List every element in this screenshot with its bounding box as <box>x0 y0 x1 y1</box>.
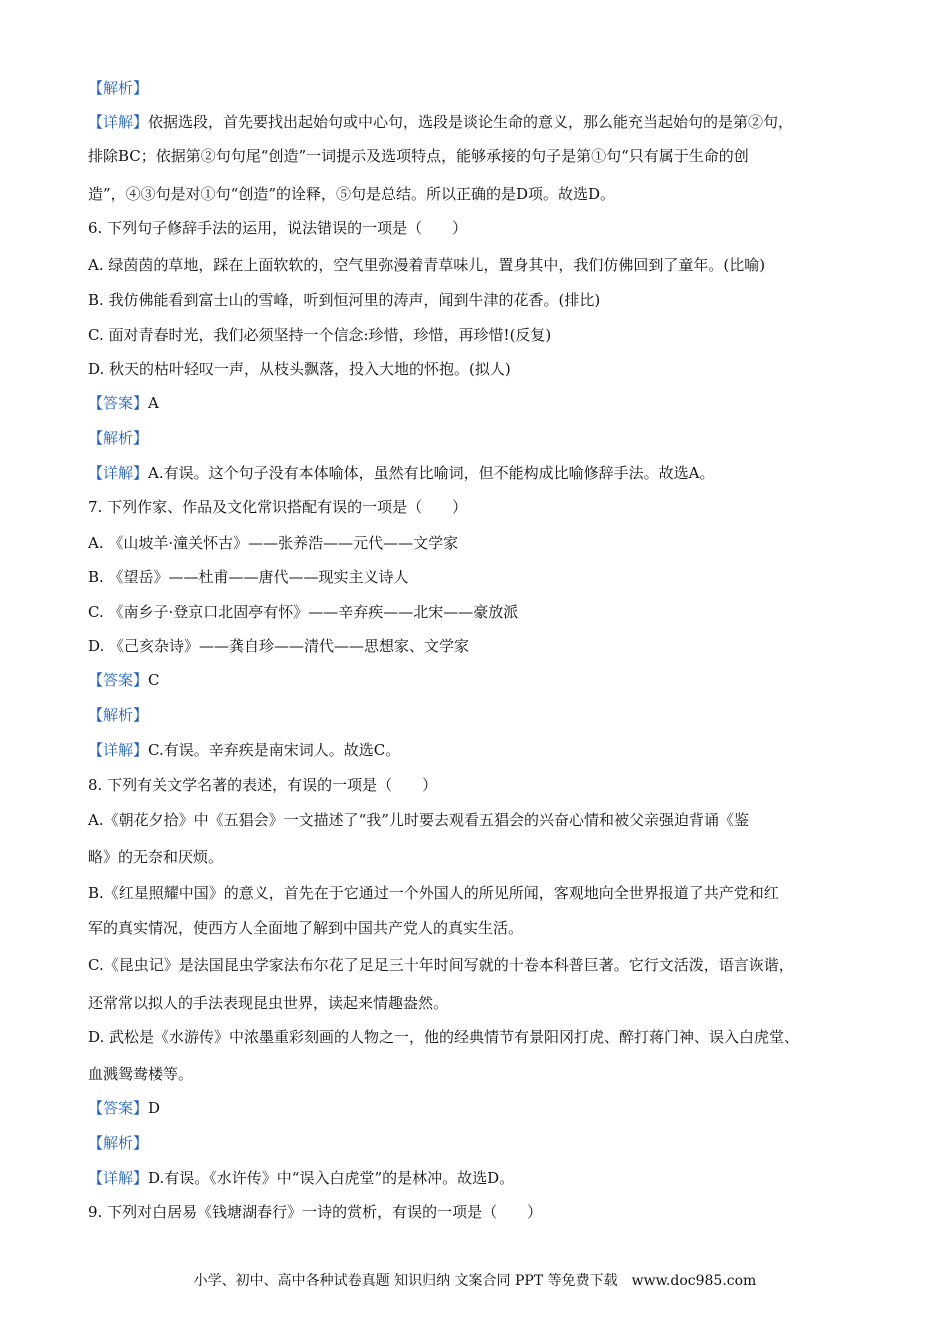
section-tag: 【详解】 <box>88 1169 149 1187</box>
section-tag: 【解析】 <box>88 706 149 724</box>
text-line <box>88 255 765 275</box>
line-text: B. 我仿佛能看到富士山的雪峰，听到恒河里的涛声，闻到牛津的花香。(排比) <box>88 291 601 309</box>
text-line <box>88 533 458 553</box>
line-text: D. 秋天的枯叶轻叹一声，从枝头飘落，投入大地的怀抱。(拟人) <box>88 360 511 378</box>
line-text: 还常常以拟人的手法表现昆虫世界，读起来情趣盎然。 <box>88 994 449 1012</box>
line-text: B.《红星照耀中国》的意义，首先在于它通过一个外国人的所见所闻，客观地向全世界报道了共产党和红 <box>88 884 779 902</box>
text-line <box>88 146 749 166</box>
section-tag: 【解析】 <box>88 429 149 447</box>
line-text: 7. 下列作家、作品及文化常识搭配有误的一项是（ ） <box>88 498 468 516</box>
text-line <box>88 705 148 725</box>
section-tag: 【解析】 <box>88 1134 149 1152</box>
line-text: D. 《己亥杂诗》——龚自珍——清代——思想家、文学家 <box>88 637 470 655</box>
line-text: 9. 下列对白居易《钱塘湖春行》一诗的赏析，有误的一项是（ ） <box>88 1203 543 1221</box>
text-line <box>88 567 409 587</box>
section-tag: 【答案】 <box>88 671 149 689</box>
page-footer: 小学、初中、高中各种试卷真题 知识归纳 文案合同 PPT 等免费下载 www.doc985.com <box>193 1273 757 1289</box>
section-tag: 【详解】 <box>88 113 149 131</box>
text-line <box>88 740 400 760</box>
line-text: 依据选段，首先要找出起始句或中心句，选段是谈论生命的意义，那么能充当起始句的是第②句， <box>148 113 794 131</box>
section-tag: 【答案】 <box>88 1099 149 1117</box>
line-text: A. 绿茵茵的草地，踩在上面软软的，空气里弥漫着青草味儿，置身其中，我们仿佛回到了童年。(比喻) <box>88 256 766 274</box>
text-line <box>88 463 714 483</box>
text-line <box>88 184 615 204</box>
text-line <box>88 1202 542 1222</box>
line-text: B. 《望岳》——杜甫——唐代——现实主义诗人 <box>88 568 409 586</box>
line-text: A.《朝花夕拾》中《五猖会》一文描述了“我”儿时要去观看五猖会的兴奋心情和被父亲强迫背诵《鉴 <box>88 811 749 829</box>
line-text: D. 武松是《水游传》中浓墨重彩刻画的人物之一，他的经典情节有景阳冈打虎、醉打蒋门神、误入白虎堂、 <box>88 1028 800 1046</box>
text-line <box>88 636 469 656</box>
line-text: C. 面对青春时光，我们必须坚持一个信念:珍惜，珍惜，再珍惜!(反复) <box>88 326 552 344</box>
line-text: D.有误。《水许传》中“误入白虎堂”的是林冲。故选D。 <box>148 1169 515 1187</box>
text-line <box>88 955 794 975</box>
line-text: C.《昆虫记》是法国昆虫学家法布尔花了足足三十年时间写就的十卷本科普巨著。它行文活泼，语言诙谐， <box>88 956 794 974</box>
line-text: A. 《山坡羊·潼关怀古》——张养浩——元代——文学家 <box>88 534 459 552</box>
line-text: A.有误。这个句子没有本体喻体，虽然有比喻词，但不能构成比喻修辞手法。故选A。 <box>148 464 715 482</box>
line-text: D <box>148 1099 161 1117</box>
text-line <box>88 359 511 379</box>
line-text: 排除BC；依据第②句句尾“创造”一词提示及选项特点，能够承接的句子是第①句“只有属于生命的创 <box>88 147 749 165</box>
line-text: 造”，④③句是对①句“创造”的诠释，⑤句是总结。所以正确的是D项。故选D。 <box>88 185 616 203</box>
line-text: A <box>148 394 159 412</box>
text-line <box>88 775 437 795</box>
text-line <box>88 993 448 1013</box>
text-line <box>88 670 160 690</box>
section-tag: 【详解】 <box>88 741 149 759</box>
line-text: 8. 下列有关文学名著的表述，有误的一项是（ ） <box>88 776 438 794</box>
text-line <box>88 1168 514 1188</box>
text-line <box>88 602 518 622</box>
text-line <box>88 847 223 867</box>
line-text: C <box>148 671 160 689</box>
line-text: 略》的无奈和厌烦。 <box>88 848 224 866</box>
text-line <box>88 1133 148 1153</box>
text-line <box>88 428 148 448</box>
text-line <box>88 1064 193 1084</box>
text-line <box>88 325 551 345</box>
text-line <box>88 497 467 517</box>
line-text: C.有误。辛弃疾是南宋词人。故选C。 <box>148 741 401 759</box>
text-line <box>88 918 523 938</box>
text-line <box>88 1027 799 1047</box>
text-line <box>88 78 148 98</box>
text-line <box>88 393 159 413</box>
text-line <box>88 883 779 903</box>
section-tag: 【详解】 <box>88 464 149 482</box>
text-line <box>88 1098 160 1118</box>
text-line <box>88 112 793 132</box>
text-line <box>88 218 467 238</box>
text-line <box>88 290 600 310</box>
line-text: 6. 下列句子修辞手法的运用，说法错误的一项是（ ） <box>88 219 468 237</box>
line-text: 军的真实情况，使西方人全面地了解到中国共产党人的真实生活。 <box>88 919 524 937</box>
section-tag: 【答案】 <box>88 394 149 412</box>
line-text: 血溅鸳鸯楼等。 <box>88 1065 194 1083</box>
section-tag: 【解析】 <box>88 79 149 97</box>
line-text: C. 《南乡子·登京口北固亭有怀》——辛弃疾——北宋——豪放派 <box>88 603 519 621</box>
text-line <box>88 810 749 830</box>
